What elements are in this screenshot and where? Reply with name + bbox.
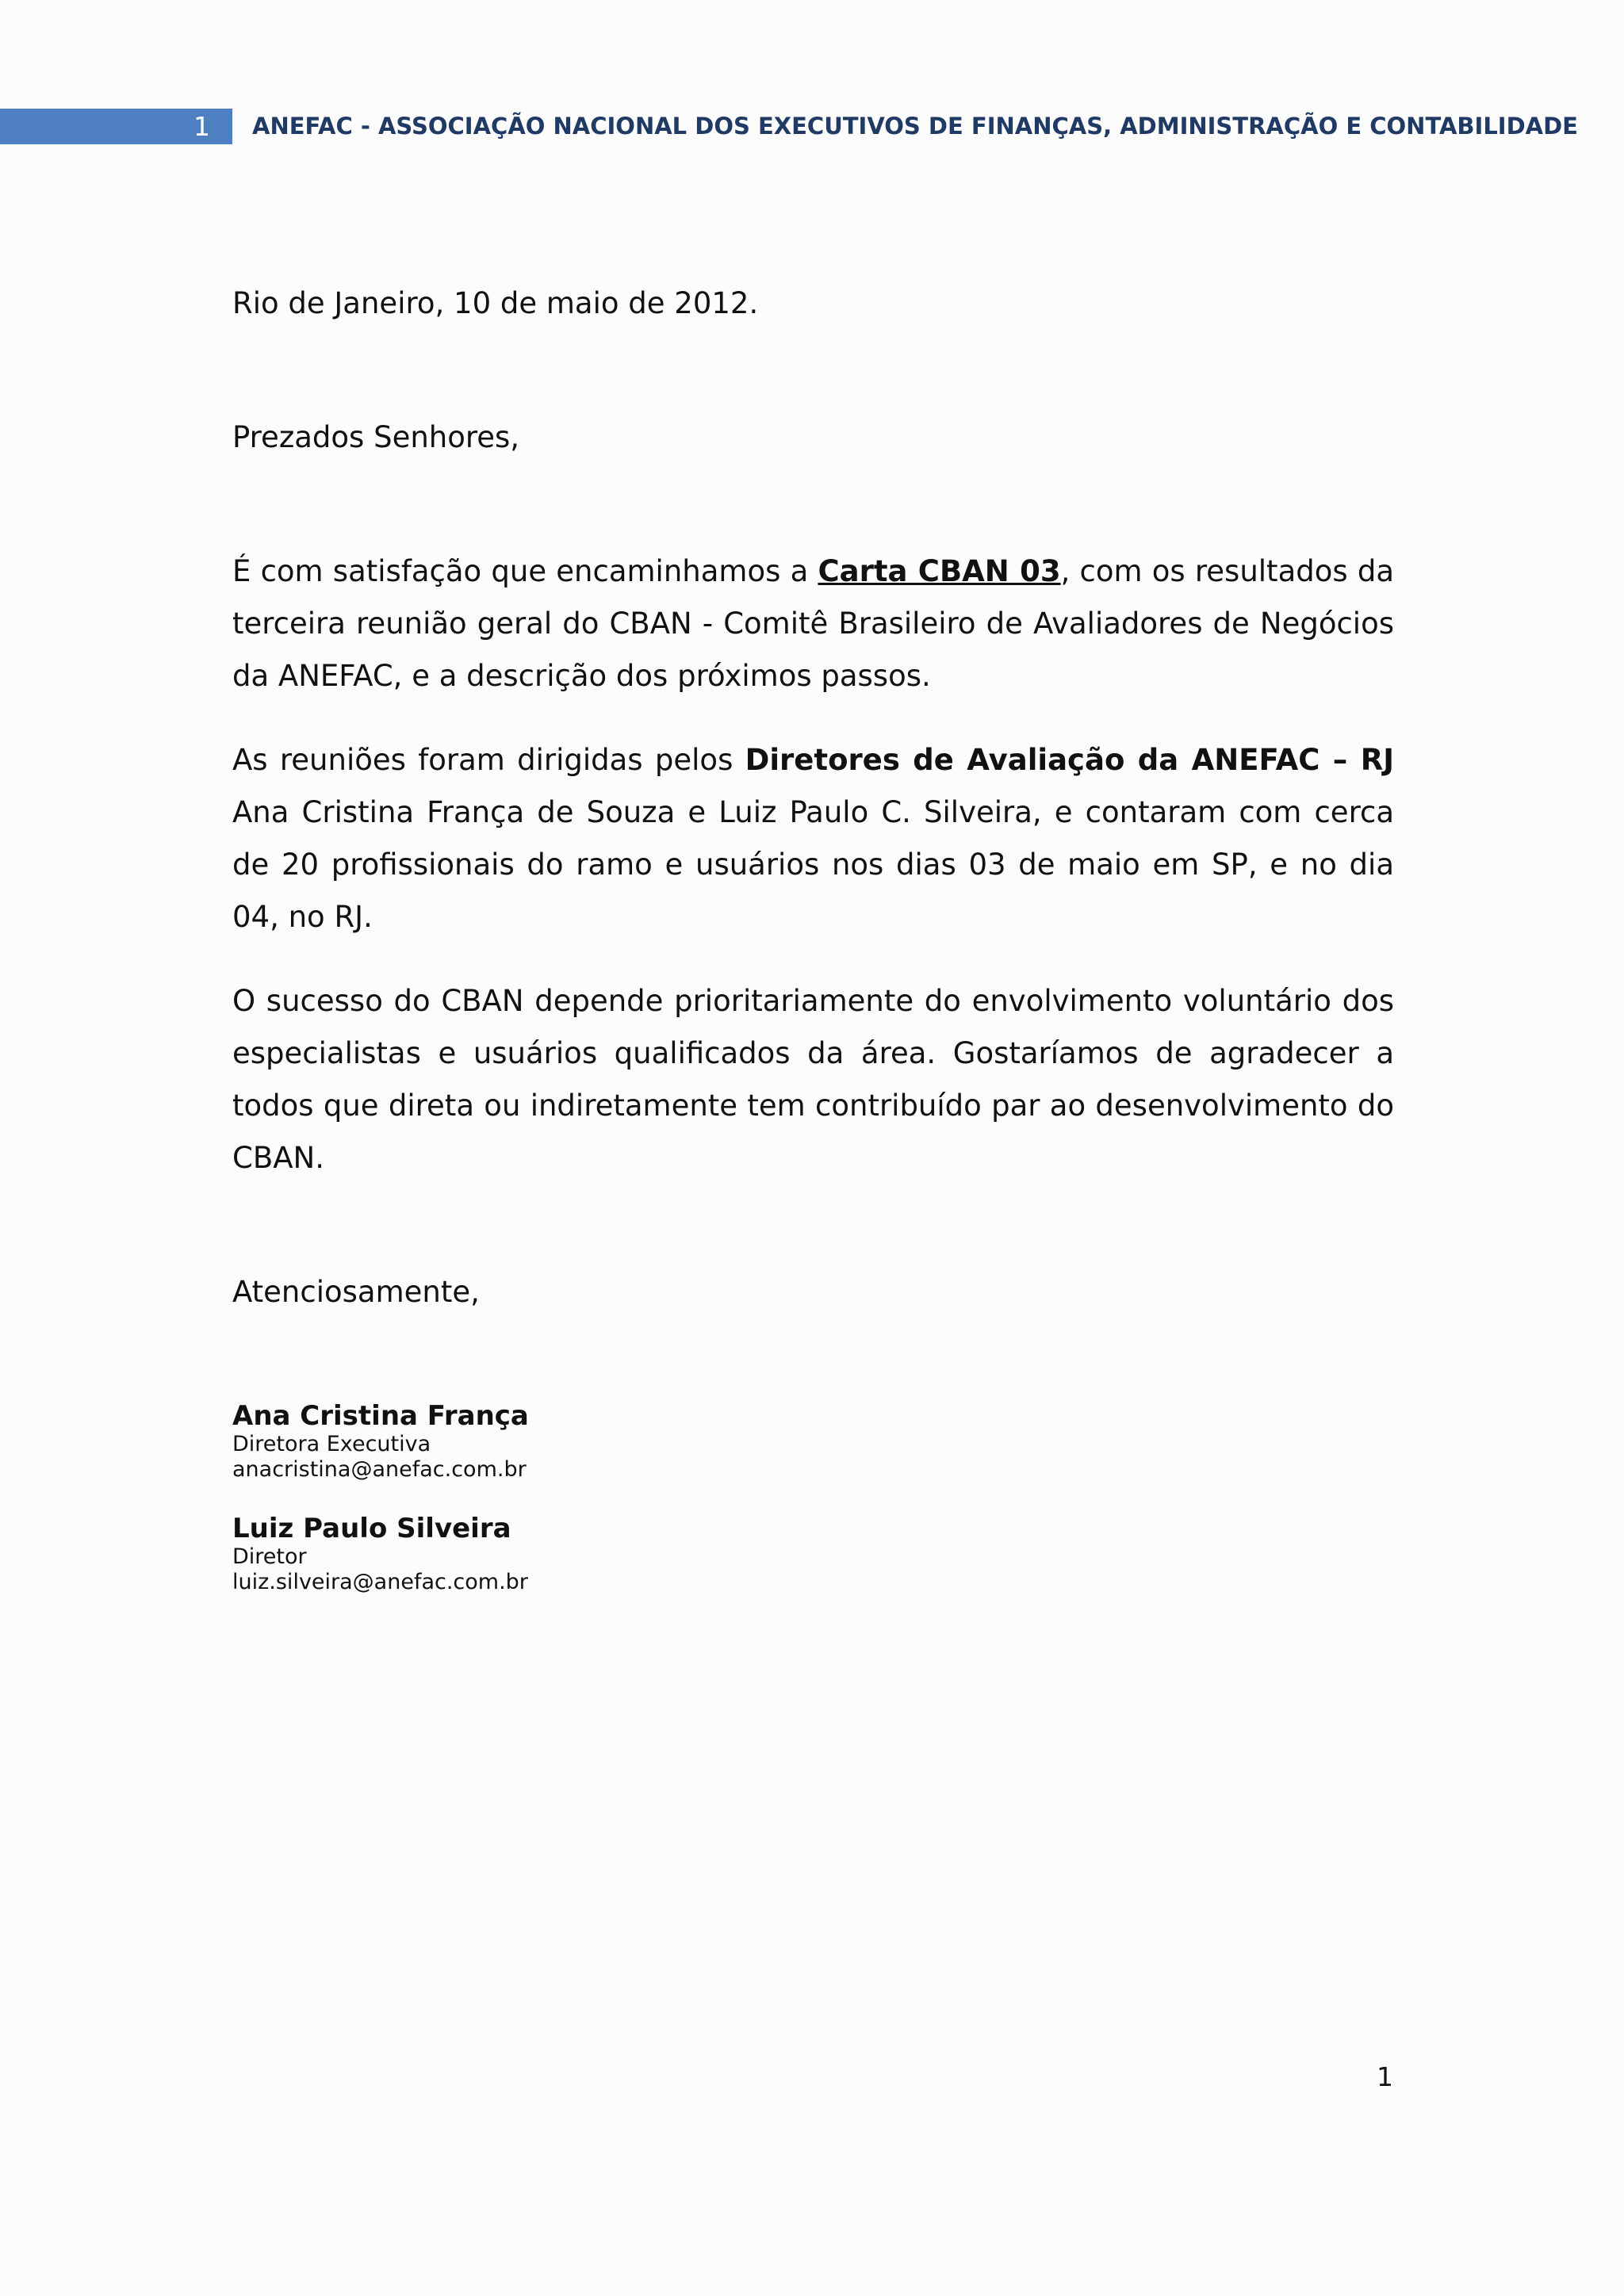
header-title: ANEFAC - ASSOCIAÇÃO NACIONAL DOS EXECUTIVOS DE FINANÇAS, ADMINISTRAÇÃO E CONTABILIDADE: [252, 113, 1578, 140]
signature-block-1: [232, 1400, 1394, 1483]
footer-page-number: 1: [1377, 2061, 1393, 2092]
paragraph-2-before: As reuniões foram dirigidas pelos: [232, 743, 745, 777]
date-line: Rio de Janeiro, 10 de maio de 2012.: [232, 286, 759, 320]
paragraph-2-bold: Diretores de Avaliação da ANEFAC – RJ: [745, 743, 1394, 777]
signature-role: Diretora Executiva: [232, 1432, 431, 1456]
closing: Atenciosamente,: [232, 1275, 480, 1309]
signature-email[interactable]: luiz.silveira@anefac.com.br: [232, 1570, 528, 1594]
salutation: Prezados Senhores,: [232, 420, 520, 454]
paragraph-1: [232, 545, 1394, 702]
paragraph-2-after: Ana Cristina França de Souza e Luiz Paulo C. Silveira, e contaram com cerca de 20 profissionais do ramo e usuários nos dias 03 de maio em SP, e no dia 04, no RJ.: [232, 795, 1394, 934]
signature-block-2: [232, 1513, 1394, 1595]
paragraph-3: O sucesso do CBAN depende prioritariamente do envolvimento voluntário dos especialistas e usuários qualificados da área. Gostaríamos de agradecer a todos que direta ou indiretamente tem contribuído par ao desenvolvimento do CBAN.: [232, 984, 1394, 1175]
signature-name: Luiz Paulo Silveira: [232, 1513, 511, 1544]
header-bar: [0, 109, 232, 144]
carta-cban-link[interactable]: Carta CBAN 03: [818, 554, 1061, 588]
signature-email[interactable]: anacristina@anefac.com.br: [232, 1457, 527, 1482]
paragraph-2: [232, 734, 1394, 943]
paragraph-1-before: É com satisfação que encaminhamos a: [232, 554, 818, 588]
paragraph-1-after: , com os resultados da terceira reunião geral do CBAN - Comitê Brasileiro de Avaliadores de Negócios da ANEFAC, e a descrição dos próximos passos.: [232, 554, 1395, 693]
signature-name: Ana Cristina França: [232, 1400, 529, 1432]
signature-role: Diretor: [232, 1544, 307, 1569]
letter-body: [232, 277, 1394, 1625]
header-page-number: 1: [193, 111, 210, 142]
